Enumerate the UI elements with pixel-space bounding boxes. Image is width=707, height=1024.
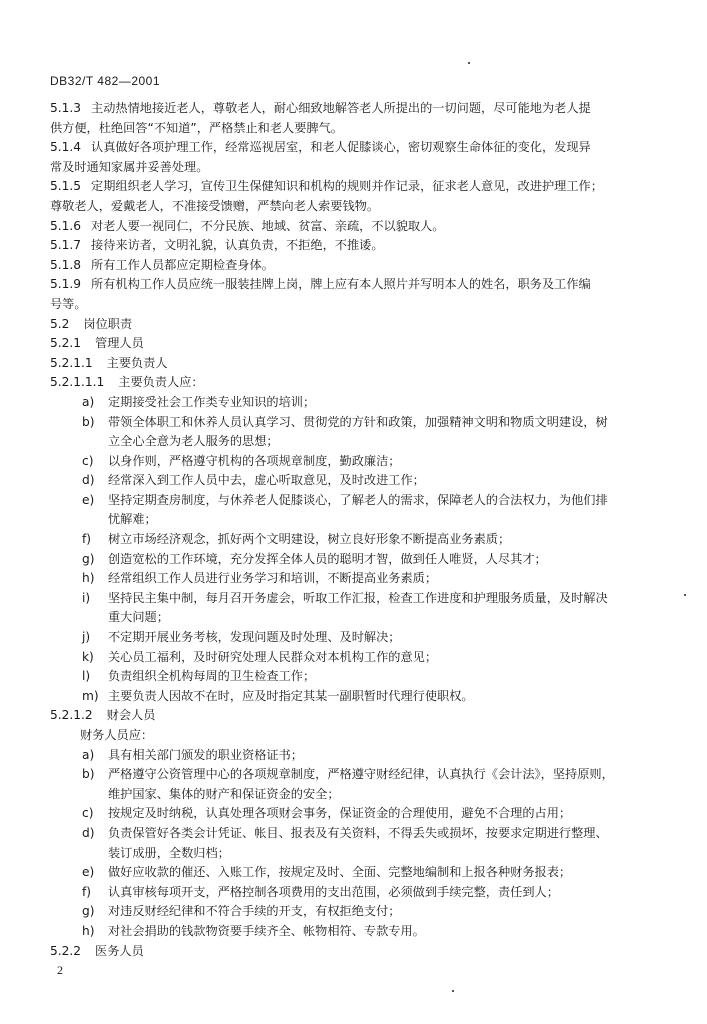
- list-item-text: 坚持定期查房制度，与休养老人促膝谈心，了解老人的需求，保障老人的合法权力，为他们排: [108, 492, 608, 507]
- section-5-2-1-2-heading: [50, 706, 690, 726]
- clause-text: 接待来访者，文明礼貌，认真负责，不拒绝，不推诿。: [91, 238, 384, 253]
- standard-code: DB32/T 482—2001: [50, 74, 161, 88]
- clause-5-1-3: [50, 99, 690, 119]
- list-item-text: 带领全体职工和休养人员认真学习、贯彻党的方针和政策，加强精神文明和物质文明建设，树: [108, 414, 608, 429]
- section-number: 5.2.1.1.1: [50, 375, 105, 390]
- list-item: [50, 804, 690, 824]
- section-number: 5.2.1.2: [50, 708, 93, 723]
- section-title: 管理人员: [95, 336, 144, 351]
- scan-speck: [684, 594, 686, 596]
- list-item: [50, 902, 690, 922]
- list-marker: b): [82, 767, 95, 782]
- clause-number: 5.1.5: [50, 179, 82, 194]
- clause-continuation: 尊敬老人，爱戴老人，不准接受馈赠，严禁向老人索要钱物。: [50, 198, 380, 213]
- clause-5-1-9: [50, 275, 690, 295]
- list-marker: k): [82, 649, 94, 664]
- list-marker: a): [82, 747, 95, 762]
- list-item-text: 做好应收款的催还、入账工作，按规定及时、全面、完整地编制和上报各种财务报表；: [108, 865, 572, 880]
- clause-text: 所有机构工作人员应统一服装挂牌上岗，牌上应有本人照片并写明本人的姓名，职务及工作编: [91, 277, 591, 292]
- list-item-continuation: 装订成册，全数归档；: [108, 845, 230, 860]
- section-title: 医务人员: [95, 943, 144, 958]
- section-5-2-1-heading: [50, 334, 690, 354]
- list-marker: j): [82, 630, 91, 645]
- list-item-text: 负责保管好各类会计凭证、帐目、报表及有关资料，不得丢失或损坏，按要求定期进行整理、: [108, 825, 608, 840]
- list-marker: e): [82, 865, 95, 880]
- scan-speck: [452, 990, 454, 992]
- list-marker: d): [82, 825, 95, 840]
- section-5-2-1-1-1-heading: [50, 373, 690, 393]
- finance-intro: 财务人员应：: [80, 728, 154, 742]
- clause-number: 5.1.9: [50, 277, 82, 292]
- section-number: 5.2.1.1: [50, 355, 93, 370]
- list-item-text: 定期接受社会工作类专业知识的培训；: [108, 394, 316, 409]
- section-number: 5.2.1: [50, 336, 82, 351]
- list-item-continuation: 维护国家、集体的财产和保证资金的安全；: [108, 786, 340, 801]
- list-item: [50, 628, 690, 648]
- list-item-text: 坚持民主集中制，每月召开务虚会，听取工作汇报，检查工作进度和护理服务质量，及时解决: [108, 590, 608, 605]
- list-item: [50, 413, 690, 433]
- list-item-text: 按规定及时纳税，认真处理各项财会事务，保证资金的合理使用，避免不合理的占用；: [108, 806, 572, 821]
- list-item: [50, 824, 690, 844]
- list-item: [50, 687, 690, 707]
- list-marker: i): [82, 590, 91, 605]
- list-item: [50, 452, 690, 472]
- list-item-text: 负责组织全机构每周的卫生检查工作；: [108, 669, 316, 684]
- clause-5-1-5: [50, 177, 690, 197]
- list-item-text: 认真审核每项开支，严格控制各项费用的支出范围，必须做到手续完整，责任到人；: [108, 884, 559, 899]
- list-marker: b): [82, 414, 95, 429]
- clause-number: 5.1.4: [50, 140, 82, 155]
- list-marker: m): [82, 688, 99, 703]
- list-marker: g): [82, 904, 95, 919]
- list-marker: f): [82, 532, 92, 547]
- clause-continuation: 号等。: [50, 296, 87, 311]
- list-marker: c): [82, 806, 94, 821]
- list-marker: l): [82, 669, 91, 684]
- clause-text: 认真做好各项护理工作，经常巡视居室，和老人促膝谈心，密切观察生命体征的变化，发现异: [91, 140, 591, 155]
- list-item-text: 经常组织工作人员进行业务学习和培训，不断提高业务素质；: [108, 571, 438, 586]
- scan-speck: [468, 62, 470, 64]
- list-item: [50, 471, 690, 491]
- list-marker: f): [82, 884, 92, 899]
- list-marker: e): [82, 492, 95, 507]
- list-item-text: 经常深入到工作人员中去，虚心听取意见，及时改进工作；: [108, 473, 425, 488]
- page-body: [50, 99, 690, 961]
- clause-continuation: 常及时通知家属并妥善处理。: [50, 159, 209, 174]
- section-5-2-1-1-heading: [50, 354, 690, 374]
- clause-text: 所有工作人员都应定期检查身体。: [91, 257, 274, 272]
- list-marker: g): [82, 551, 95, 566]
- list-item: [50, 393, 690, 413]
- clause-5-1-6: [50, 217, 690, 237]
- list-item-text: 创造宽松的工作环境，充分发挥全体人员的聪明才智，做到任人唯贤，人尽其才；: [108, 551, 547, 566]
- section-5-2-heading: [50, 315, 690, 335]
- section-number: 5.2: [50, 316, 70, 331]
- clause-number: 5.1.7: [50, 238, 82, 253]
- section-number: 5.2.2: [50, 943, 82, 958]
- list-item-continuation: 立全心全意为老人服务的思想；: [108, 434, 279, 449]
- list-item: [50, 863, 690, 883]
- section-title: 主要负责人应：: [118, 375, 204, 390]
- section-title: 主要负责人: [106, 355, 168, 370]
- list-marker: h): [82, 571, 95, 586]
- section-title: 财会人员: [106, 708, 156, 723]
- section-title: 岗位职责: [83, 316, 133, 331]
- list-item-text: 对社会捐助的钱款物资要手续齐全、帐物相符、专款专用。: [108, 923, 425, 938]
- list-item: [50, 922, 690, 942]
- list-item: [50, 667, 690, 687]
- list-marker: a): [82, 394, 95, 409]
- list-item: [50, 883, 690, 903]
- list-item-text: 严格遵守公资管理中心的各项规章制度，严格遵守财经纪律，认真执行《会计法》，坚持原则，: [108, 767, 614, 782]
- list-item: [50, 648, 690, 668]
- list-item: [50, 550, 690, 570]
- list-marker: c): [82, 453, 94, 468]
- list-item-text: 具有相关部门颁发的职业资格证书；: [108, 747, 303, 762]
- clause-continuation: 供方便，杜绝回答“不知道”，严格禁止和老人要脾气。: [50, 120, 343, 135]
- list-item: [50, 765, 690, 785]
- list-item: [50, 530, 690, 550]
- list-item-text: 以身作则，严格遵守机构的各项规章制度，勤政廉洁；: [108, 453, 401, 468]
- list-item: [50, 589, 690, 609]
- clause-text: 主动热情地接近老人，尊敬老人，耐心细致地解答老人所提出的一切问题，尽可能地为老人提: [91, 101, 591, 115]
- clause-number: 5.1.8: [50, 257, 82, 272]
- list-item-text: 不定期开展业务考核，发现问题及时处理、及时解决；: [108, 630, 401, 645]
- list-marker: h): [82, 923, 95, 938]
- list-item-text: 树立市场经济观念，抓好两个文明建设，树立良好形象不断提高业务素质；: [108, 532, 511, 547]
- list-marker: d): [82, 473, 95, 488]
- list-item: [50, 569, 690, 589]
- page-number: 2: [57, 963, 63, 977]
- list-item-text: 主要负责人因故不在时，应及时指定其某一副职暂时代理行使职权。: [108, 688, 474, 703]
- list-item-continuation: 忧解难；: [108, 512, 157, 527]
- list-item-continuation: 重大问题；: [108, 610, 169, 625]
- clause-text: 对老人要一视同仁，不分民族、地域、贫富、亲疏，不以貌取人。: [91, 218, 445, 233]
- list-item: [50, 746, 690, 766]
- clause-number: 5.1.3: [50, 101, 82, 115]
- clause-5-1-4: [50, 138, 690, 158]
- list-item: [50, 491, 690, 511]
- clause-number: 5.1.6: [50, 218, 82, 233]
- clause-5-1-8: [50, 256, 690, 276]
- clause-text: 定期组织老人学习，宣传卫生保健知识和机构的规则并作记录，征求老人意见，改进护理工作；: [91, 179, 603, 194]
- list-item-text: 关心员工福利，及时研究处理人民群众对本机构工作的意见；: [108, 649, 438, 664]
- list-item-text: 对违反财经纪律和不符合手续的开支，有权拒绝支付；: [108, 904, 401, 919]
- clause-5-1-7: [50, 236, 690, 256]
- section-5-2-2-heading: [50, 942, 690, 962]
